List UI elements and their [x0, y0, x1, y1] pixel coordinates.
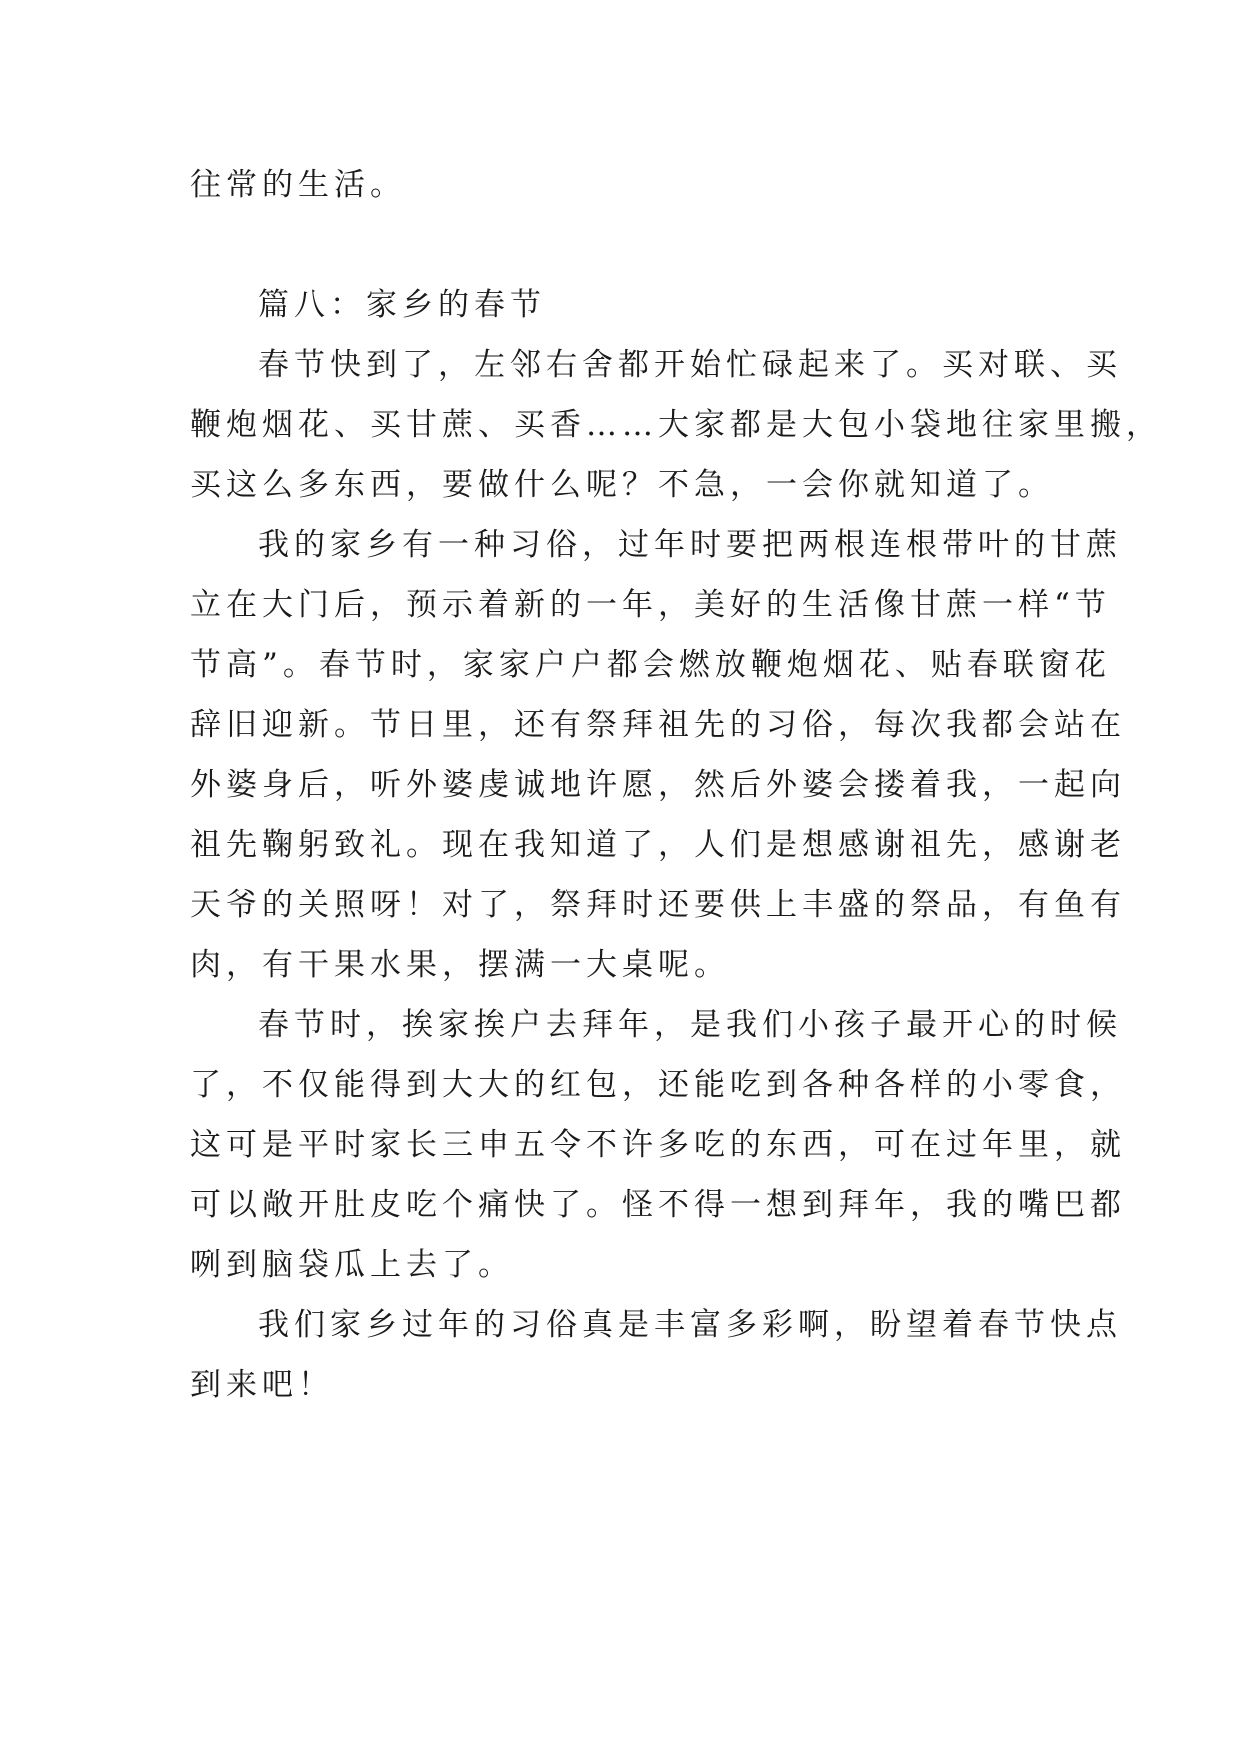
paragraph [190, 1295, 1122, 1415]
text-line: 我的家乡有一种习俗，过年时要把两根连根带叶的甘蔗 [258, 527, 1122, 563]
article-body [190, 275, 1162, 1415]
text-line: 春节时，挨家挨户去拜年，是我们小孩子最开心的时候 [258, 1007, 1122, 1043]
text-line: 祖先鞠躬致礼。现在我知道了，人们是想感谢祖先，感谢老 [190, 827, 1126, 863]
text-line: 往常的生活。 [190, 167, 406, 203]
text-line: 鞭炮烟花、买甘蔗、买香……大家都是大包小袋地往家里搬， [190, 407, 1162, 443]
text-line: 我们家乡过年的习俗真是丰富多彩啊，盼望着春节快点 [258, 1307, 1122, 1343]
text-line: 到来吧！ [190, 1367, 334, 1403]
text-line: 天爷的关照呀！对了，祭拜时还要供上丰盛的祭品，有鱼有 [190, 887, 1126, 923]
text-line: 买这么多东西，要做什么呢？不急，一会你就知道了。 [190, 467, 1054, 503]
text-line: 立在大门后，预示着新的一年，美好的生活像甘蔗一样“节 [190, 587, 1111, 623]
text-line: 了，不仅能得到大大的红包，还能吃到各种各样的小零食， [190, 1067, 1126, 1103]
previous-text-continuation [190, 155, 1052, 215]
paragraph [190, 995, 1126, 1295]
text-line: 节高”。春节时，家家户户都会燃放鞭炮烟花、贴春联窗花 [190, 647, 1111, 683]
paragraph [190, 515, 1126, 995]
text-line: 这可是平时家长三申五令不许多吃的东西，可在过年里，就 [190, 1127, 1126, 1163]
article-heading: 篇八：家乡的春节 [258, 287, 546, 323]
text-line: 可以敞开肚皮吃个痛快了。怪不得一想到拜年，我的嘴巴都 [190, 1187, 1126, 1223]
text-line: 肉，有干果水果，摆满一大桌呢。 [190, 947, 730, 983]
text-line: 辞旧迎新。节日里，还有祭拜祖先的习俗，每次我都会站在 [190, 707, 1126, 743]
text-line: 春节快到了，左邻右舍都开始忙碌起来了。买对联、买 [258, 347, 1122, 383]
text-line: 外婆身后，听外婆虔诚地许愿，然后外婆会搂着我，一起向 [190, 767, 1126, 803]
text-line: 咧到脑袋瓜上去了。 [190, 1247, 514, 1283]
paragraph [190, 335, 1162, 515]
